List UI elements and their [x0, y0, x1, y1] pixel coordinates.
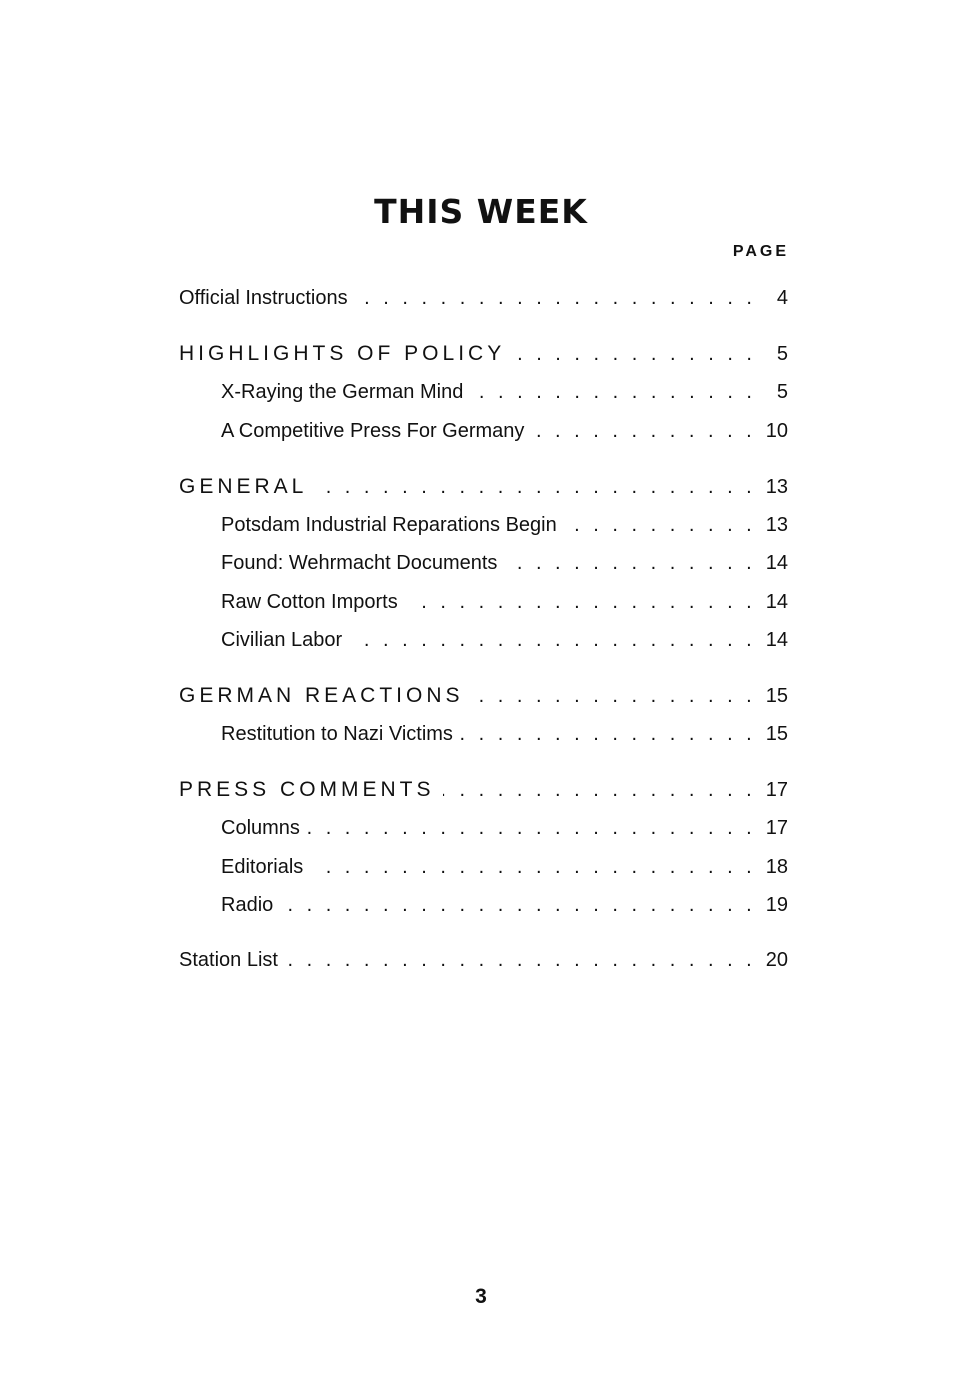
dot-leader — [461, 723, 756, 746]
dot-leader — [472, 685, 756, 708]
toc-label: Editorials — [221, 856, 304, 878]
toc-entry-potsdam-reparations — [221, 514, 788, 540]
toc-page-number: 15 — [765, 685, 788, 707]
toc-label: Columns — [221, 817, 300, 839]
dot-leader — [505, 552, 755, 575]
toc-page-number: 18 — [765, 856, 788, 878]
toc-entry-wehrmacht-documents — [221, 552, 788, 578]
toc-entry-columns — [221, 817, 788, 843]
toc-entry-raw-cotton-imports — [221, 591, 788, 617]
dot-leader — [311, 856, 755, 879]
toc-section-german-reactions — [179, 684, 788, 710]
page-title: THIS WEEK — [374, 192, 588, 231]
dot-leader — [532, 420, 755, 443]
toc-page-number: 4 — [776, 287, 788, 309]
page-column-header: PAGE — [732, 243, 789, 260]
toc-label: Station List — [179, 949, 278, 971]
toc-section-highlights-of-policy — [179, 342, 788, 368]
toc-page-number: 5 — [776, 381, 788, 403]
toc-entry-station-list — [179, 949, 788, 975]
toc-label: GERMAN REACTIONS — [179, 684, 464, 707]
dot-leader — [281, 894, 755, 917]
dot-leader — [350, 629, 756, 652]
page-number: 3 — [475, 1285, 487, 1308]
toc-label: A Competitive Press For Germany — [221, 420, 525, 442]
toc-label: Official Instructions — [179, 287, 348, 309]
dot-leader — [406, 591, 756, 614]
toc-entry-competitive-press — [221, 420, 788, 446]
toc-section-press-comments — [179, 778, 788, 804]
toc-page-number: 13 — [765, 476, 788, 498]
toc-page-number: 14 — [765, 552, 788, 574]
dot-leader — [308, 817, 756, 840]
toc-entry-restitution-nazi-victims — [221, 723, 788, 749]
dot-leader — [286, 949, 756, 972]
toc-page-number: 15 — [765, 723, 788, 745]
toc-label: X-Raying the German Mind — [221, 381, 464, 403]
toc-label: PRESS COMMENTS — [179, 778, 435, 801]
toc-page-number: 19 — [765, 894, 788, 916]
toc-entry-x-raying-the-german-mind — [221, 381, 788, 407]
dot-leader — [315, 476, 755, 499]
toc-entry-official-instructions — [179, 287, 788, 313]
toc-section-general — [179, 475, 788, 501]
dot-leader — [443, 779, 756, 802]
dot-leader — [513, 343, 756, 366]
toc-page-number: 14 — [765, 591, 788, 613]
toc-label: Raw Cotton Imports — [221, 591, 398, 613]
toc-page-number: 5 — [776, 343, 788, 365]
toc-page-number: 17 — [765, 779, 788, 801]
toc-entry-radio — [221, 894, 788, 920]
toc-label: Civilian Labor — [221, 629, 343, 651]
toc-page-number: 14 — [765, 629, 788, 651]
toc-page-number: 20 — [765, 949, 788, 971]
toc-page-number: 17 — [765, 817, 788, 839]
toc-page-number: 10 — [765, 420, 788, 442]
toc-page-number: 13 — [765, 514, 788, 536]
toc-label: HIGHLIGHTS OF POLICY — [179, 342, 506, 365]
toc-entry-editorials — [221, 856, 788, 882]
dot-leader — [565, 514, 756, 537]
dot-leader — [471, 381, 756, 404]
toc-label: GENERAL — [179, 475, 308, 498]
toc-label: Radio — [221, 894, 274, 916]
toc-label: Restitution to Nazi Victims — [221, 723, 453, 745]
toc-entry-civilian-labor — [221, 629, 788, 655]
toc-label: Found: Wehrmacht Documents — [221, 552, 498, 574]
dot-leader — [356, 287, 756, 310]
toc-label: Potsdam Industrial Reparations Begin — [221, 514, 557, 536]
